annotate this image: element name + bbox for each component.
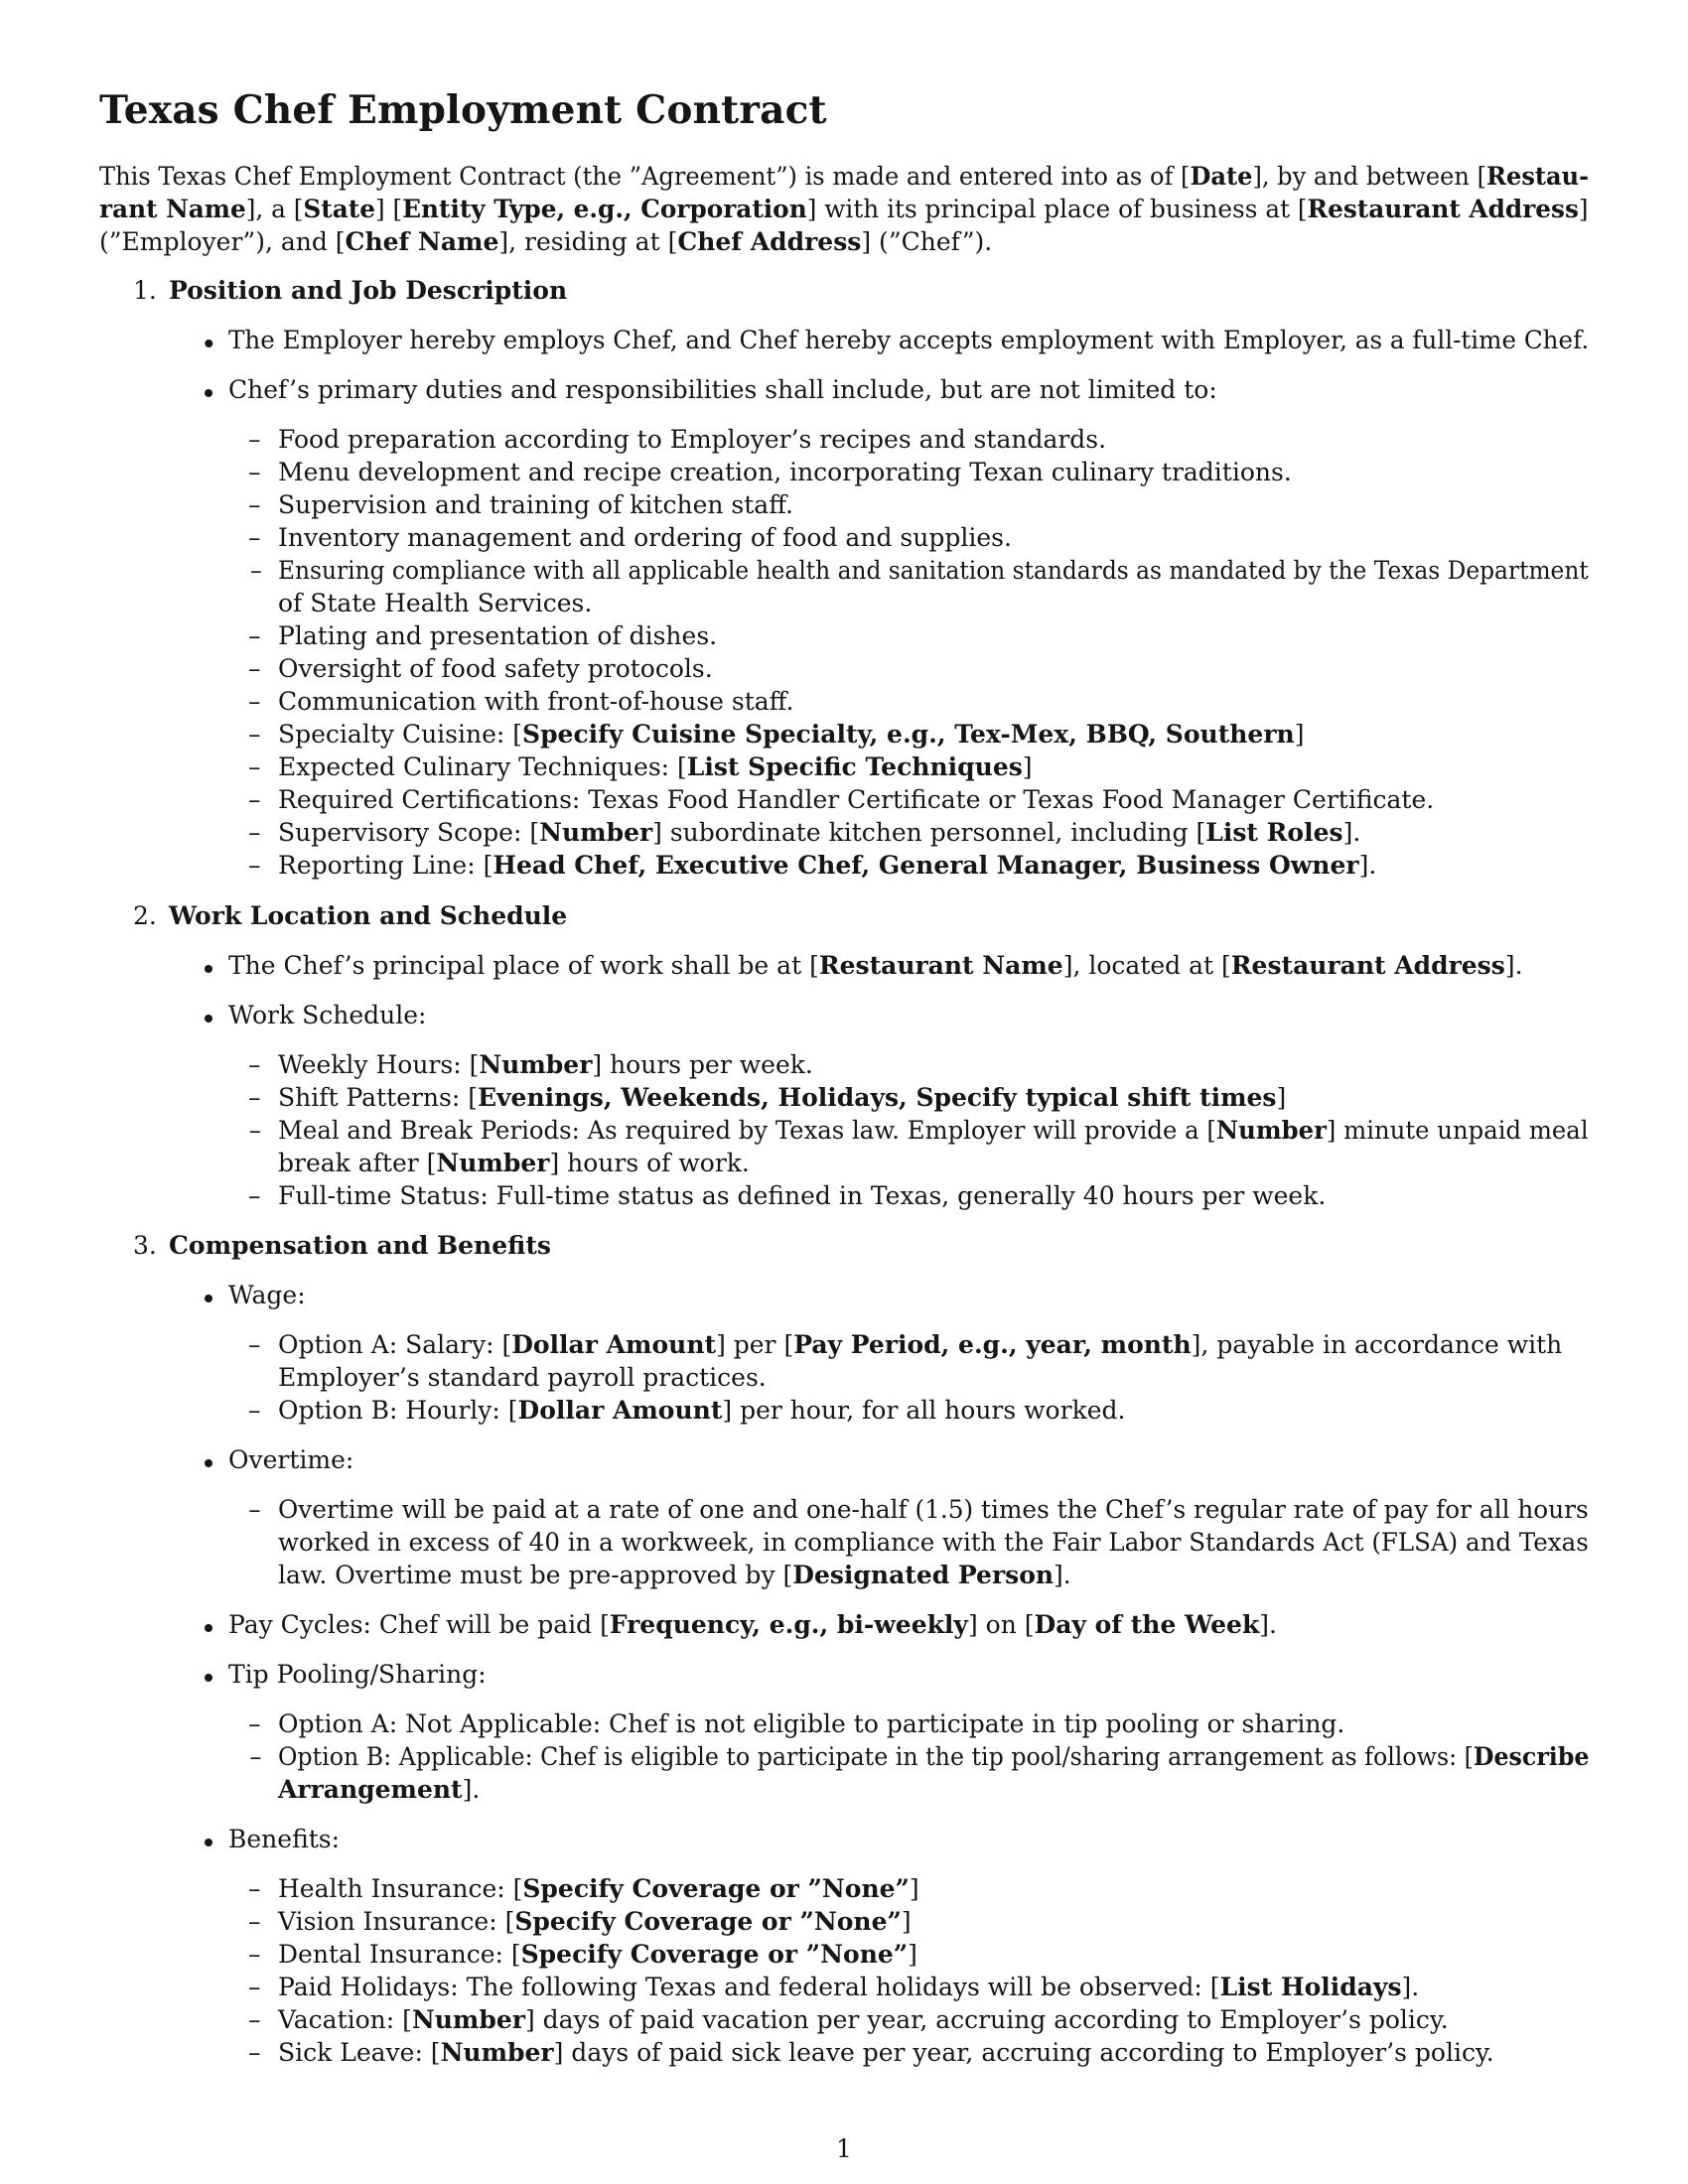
- sub-list-item: – Oversight of food safety protocols.: [278, 654, 713, 683]
- list-item: Benefits:: [228, 1825, 341, 1853]
- sub-list-item: – Supervision and training of kitchen staff.: [278, 490, 793, 519]
- section-heading-1: 1. Position and Job Description: [133, 276, 568, 305]
- entity-type-placeholder: Entity Type, e.g., Corporation: [402, 195, 807, 223]
- intro-text: This Texas Chef Employment Contract (the ”Agreement”) is made and entered into as of [: [99, 162, 1191, 191]
- sub-list-item: – Vacation: [Number] days of paid vacation per year, accruing according to Employer’s policy.: [278, 2005, 1449, 2034]
- intro-text: ], by and between [: [1252, 162, 1486, 191]
- document-title: Texas Chef Employment Contract: [99, 87, 827, 133]
- sub-list-item: – Full-time Status: Full-time status as defined in Texas, generally 40 hours per week.: [278, 1181, 1326, 1210]
- sub-list-item-continuation: Employer’s standard payroll practices.: [278, 1363, 767, 1392]
- sub-list-item: – Option A: Not Applicable: Chef is not eligible to participate in tip pooling or sharing.: [278, 1709, 1344, 1738]
- list-item: The Chef’s principal place of work shall be at [Restaurant Name], located at [Restaurant Address].: [228, 951, 1523, 980]
- restaurant-address-placeholder: Restaurant Address: [1307, 195, 1579, 223]
- intro-text: ], a [: [245, 195, 304, 223]
- list-item: Wage:: [228, 1281, 306, 1309]
- sub-list-item: – Shift Patterns: [Evenings, Weekends, Holidays, Specify typical shift times]: [278, 1083, 1286, 1112]
- restaurant-name-placeholder: rant Name: [99, 195, 246, 223]
- chef-name-placeholder: Chef Name: [345, 227, 499, 256]
- sub-list-item: – Health Insurance: [Specify Coverage or ”None”]: [278, 1874, 919, 1903]
- sub-list-item: – Inventory management and ordering of food and supplies.: [278, 523, 1012, 552]
- list-item: Chef’s primary duties and responsibilities shall include, but are not limited to:: [228, 375, 1217, 404]
- sub-list-item: – Sick Leave: [Number] days of paid sick leave per year, accruing according to Employer’s policy.: [278, 2038, 1494, 2067]
- sub-list-item: – Meal and Break Periods: As required by Texas law. Employer will provide a [Number] minute unpaid meal: [278, 1116, 1589, 1145]
- sub-list-item-continuation: of State Health Services.: [278, 589, 593, 617]
- sub-list-item-continuation: worked in excess of 40 in a workweek, in compliance with the Fair Labor Standards Act (FLSA) and Texas: [278, 1528, 1589, 1557]
- sub-list-item: – Vision Insurance: [Specify Coverage or ”None”]: [278, 1907, 912, 1936]
- sub-list-item-continuation: Arrangement].: [278, 1775, 481, 1804]
- sub-list-item: – Plating and presentation of dishes.: [278, 621, 717, 650]
- sub-list-item: – Specialty Cuisine: [Specify Cuisine Specialty, e.g., Tex-Mex, BBQ, Southern]: [278, 720, 1304, 749]
- intro-text: ] [: [374, 195, 403, 223]
- sub-list-item: – Dental Insurance: [Specify Coverage or ”None”]: [278, 1940, 917, 1969]
- intro-text: ]: [1578, 195, 1589, 223]
- list-item: The Employer hereby employs Chef, and Chef hereby accepts employment with Employer, as a full-time Chef.: [228, 326, 1590, 354]
- section-heading-3: 3. Compensation and Benefits: [133, 1231, 551, 1260]
- section-heading-2: 2. Work Location and Schedule: [133, 901, 568, 930]
- sub-list-item: – Overtime will be paid at a rate of one and one-half (1.5) times the Chef’s regular rate of pay for all hours: [278, 1495, 1589, 1524]
- list-item: Tip Pooling/Sharing:: [228, 1660, 487, 1689]
- sub-list-item-continuation: law. Overtime must be pre-approved by [Designated Person].: [278, 1561, 1071, 1589]
- sub-list-item: – Option A: Salary: [Dollar Amount] per [Pay Period, e.g., year, month], payable in accordance with: [278, 1330, 1562, 1359]
- intro-text: ] (”Chef”).: [861, 227, 993, 256]
- intro-text: ] with its principal place of business at [: [806, 195, 1308, 223]
- sub-list-item-continuation: break after [Number] hours of work.: [278, 1149, 750, 1177]
- sub-list-item: – Reporting Line: [Head Chef, Executive Chef, General Manager, Business Owner].: [278, 851, 1376, 880]
- sub-list-item: – Expected Culinary Techniques: [List Specific Techniques]: [278, 752, 1033, 781]
- sub-list-item: – Menu development and recipe creation, incorporating Texan culinary traditions.: [278, 458, 1292, 486]
- intro-text: (”Employer”), and [: [99, 227, 346, 256]
- sub-list-item: – Paid Holidays: The following Texas and federal holidays will be observed: [List Holidays].: [278, 1973, 1419, 2001]
- intro-text: ], residing at [: [498, 227, 678, 256]
- sub-list-item: – Supervisory Scope: [Number] subordinate kitchen personnel, including [List Roles].: [278, 818, 1360, 847]
- sub-list-item: – Food preparation according to Employer’s recipes and standards.: [278, 425, 1106, 454]
- sub-list-item: – Communication with front-of-house staff.: [278, 687, 793, 716]
- state-placeholder: State: [303, 195, 375, 223]
- page-number: 1: [836, 2134, 852, 2163]
- sub-list-item: – Option B: Applicable: Chef is eligible to participate in the tip pool/sharing arrangement as follows: [Describe: [278, 1742, 1589, 1771]
- chef-address-placeholder: Chef Address: [677, 227, 862, 256]
- sub-list-item: – Weekly Hours: [Number] hours per week.: [278, 1050, 813, 1079]
- date-placeholder: Date: [1190, 162, 1253, 191]
- sub-list-item: – Option B: Hourly: [Dollar Amount] per hour, for all hours worked.: [278, 1396, 1125, 1425]
- list-item: Pay Cycles: Chef will be paid [Frequency, e.g., bi-weekly] on [Day of the Week].: [228, 1610, 1277, 1639]
- list-item: Work Schedule:: [228, 1001, 427, 1029]
- list-item: Overtime:: [228, 1445, 354, 1474]
- restaurant-name-placeholder: Restau-: [1485, 162, 1590, 191]
- sub-list-item: – Ensuring compliance with all applicable health and sanitation standards as mandated by the Texas Department: [278, 556, 1589, 585]
- sub-list-item: – Required Certifications: Texas Food Handler Certificate or Texas Food Manager Certificate.: [278, 785, 1434, 814]
